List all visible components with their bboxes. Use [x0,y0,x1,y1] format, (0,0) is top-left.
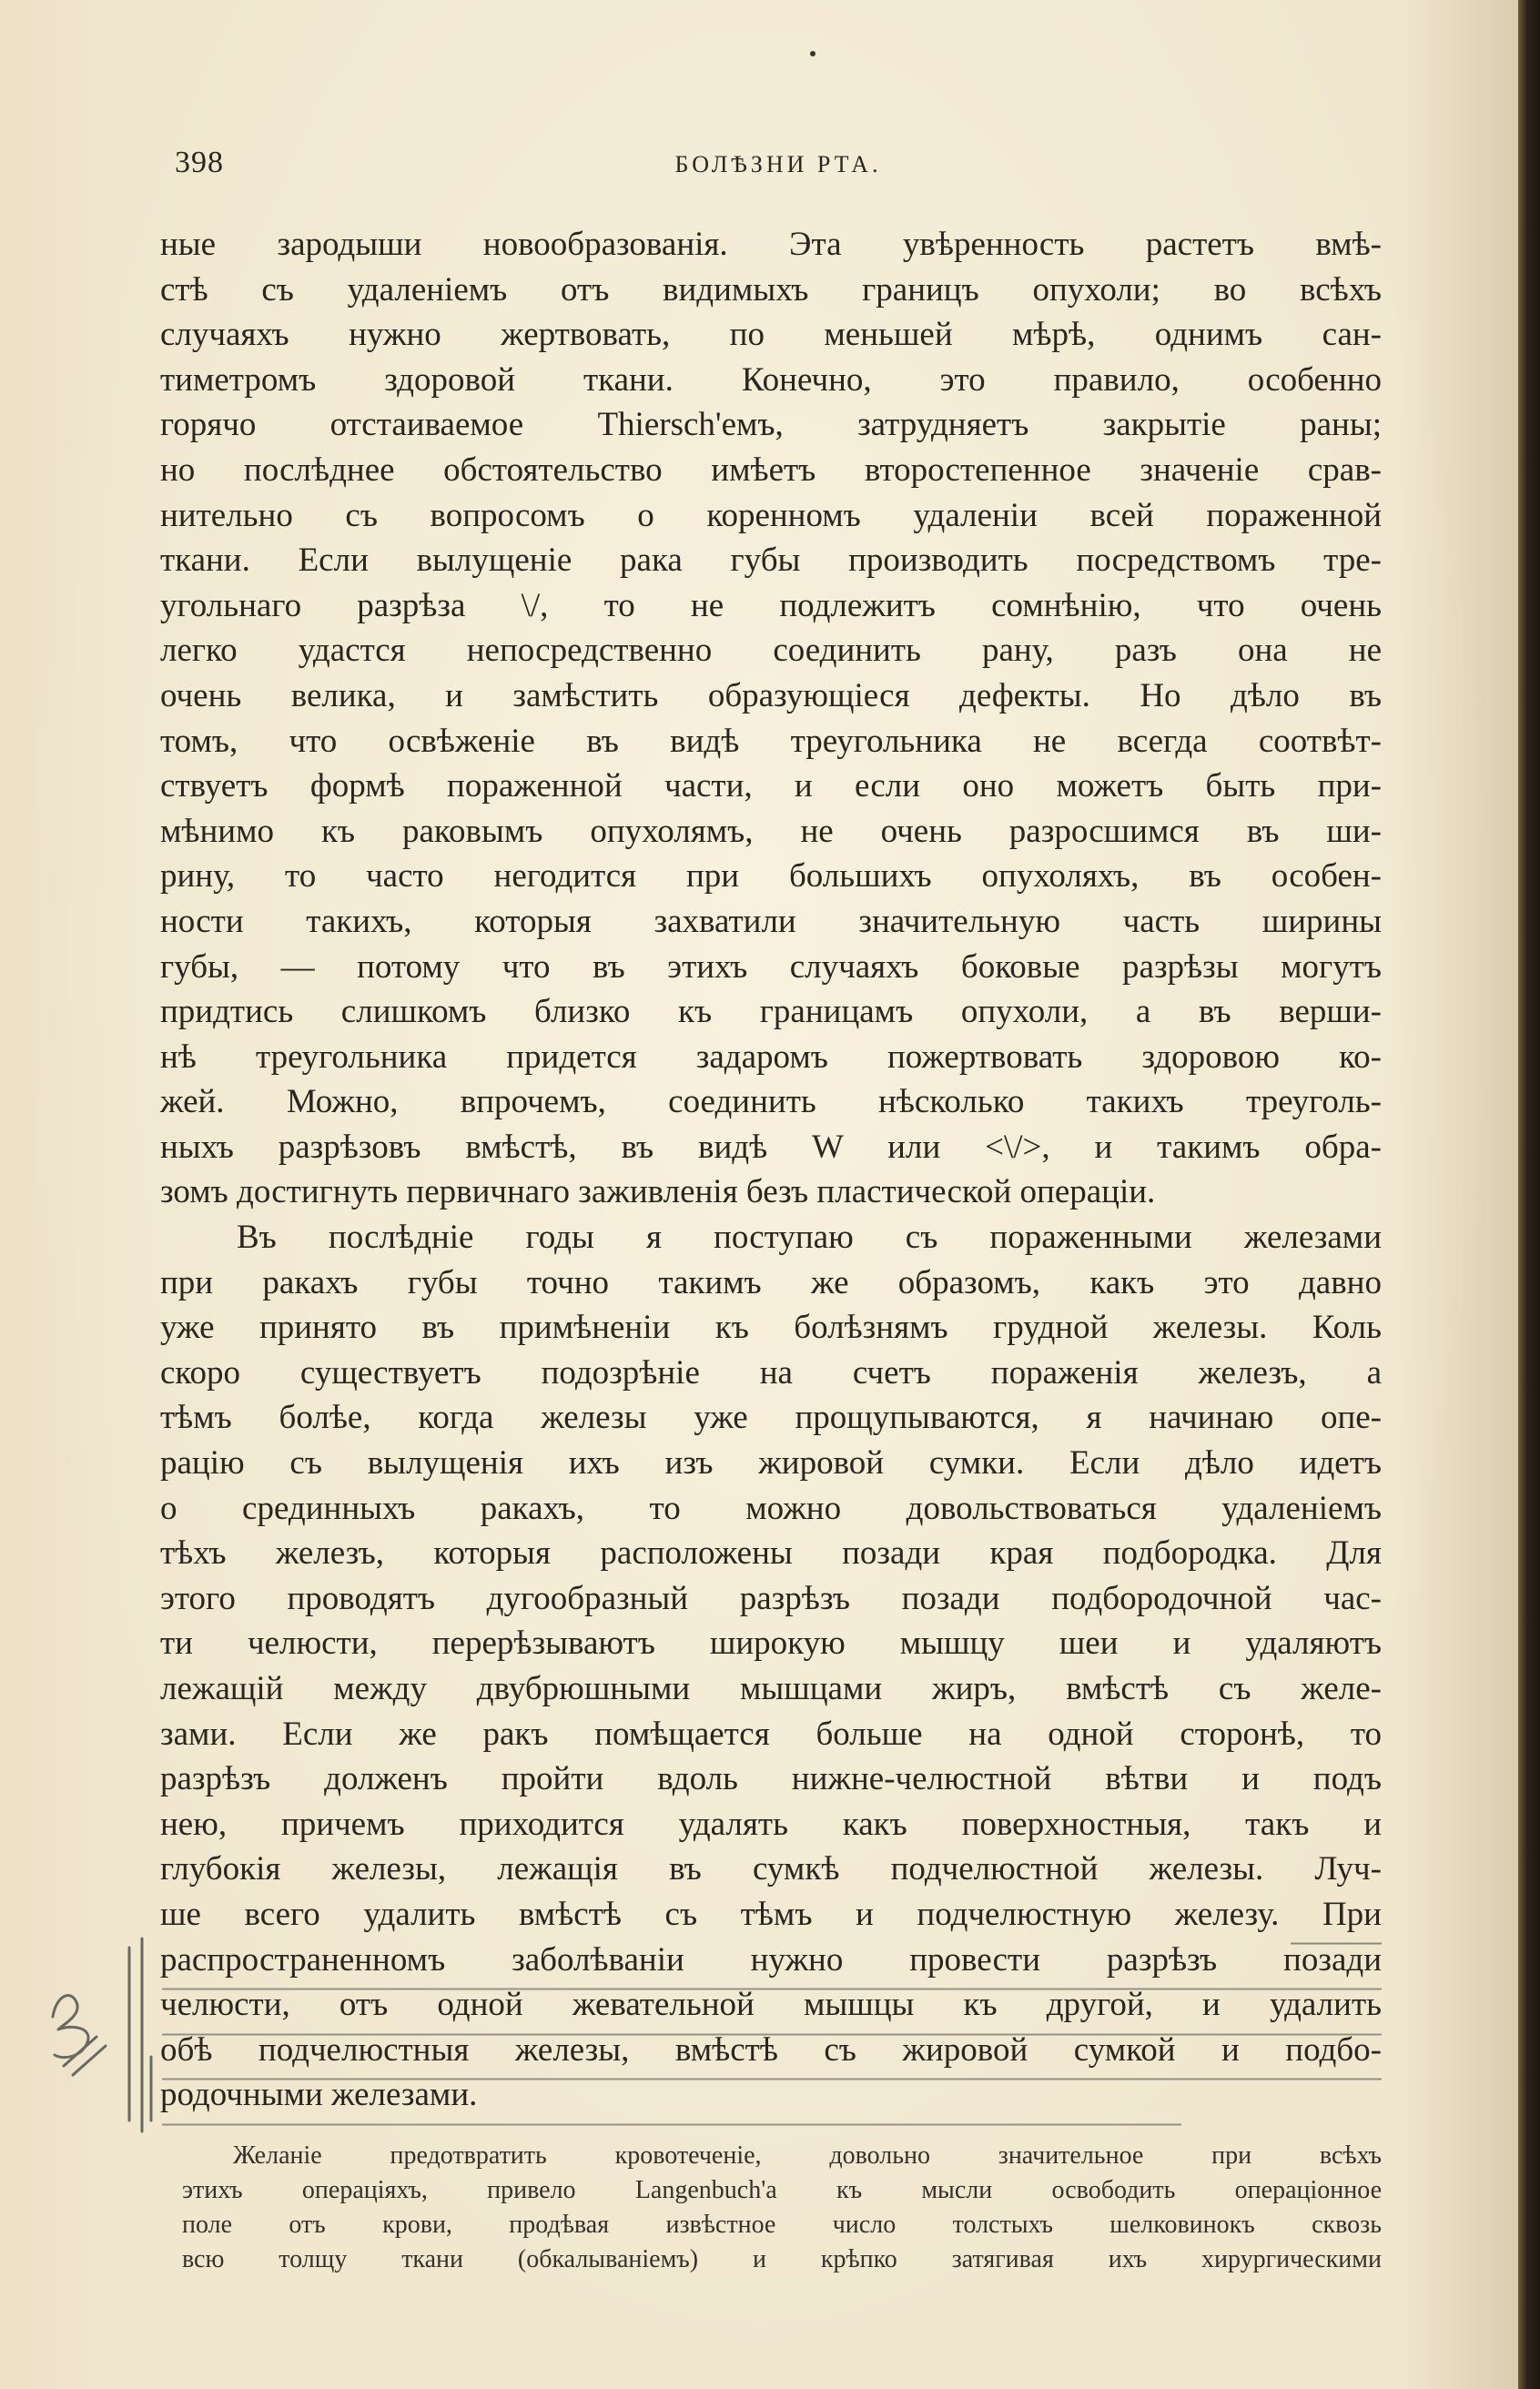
text-line: глубокія железы, лежащія въ сумкѣ подчелюстной железы. Луч- [160,1850,1382,1888]
text-line: легко удастся непосредственно соединить рану, разъ она не [160,632,1382,670]
text-line: рацію съ вылущенія ихъ изъ жировой сумки. Если дѣло идетъ [160,1444,1382,1483]
text-line: жей. Можно, впрочемъ, соединить нѣсколько такихъ треуголь- [160,1083,1382,1121]
footnote-line: всю толщу ткани (обкалываніемъ) и крѣпко затягивая ихъ хирургическими [182,2245,1382,2273]
text-line: стѣ съ удаленіемъ отъ видимыхъ границъ опухоли; во всѣхъ [160,270,1382,309]
pencil-mark-slash [73,2046,106,2075]
text-line: лежащій между двубрюшными мышцами жиръ, вмѣстѣ съ желе- [160,1670,1382,1707]
text-line: но послѣднее обстоятельство имѣетъ второстепенное значеніе срав- [160,450,1382,489]
text-line: ности такихъ, которыя захватили значительную часть ширины [160,902,1382,940]
text-line: ствуетъ формѣ пораженной части, и если оно можетъ быть при- [160,767,1382,805]
pencil-underline [162,1988,1382,1990]
text-line: ныхъ разрѣзовъ вмѣстѣ, въ видѣ W или <\/>, и такимъ обра- [160,1128,1382,1166]
paragraph-start-line: Въ послѣдніе годы я поступаю съ пораженными железами [237,1219,1382,1257]
text-line: угольнаго разрѣза \/, то не подлежитъ сомнѣнію, что очень [160,586,1382,624]
page-number: 398 [175,146,224,179]
text-line: рину, то часто негодится при большихъ опухоляхъ, въ особен- [160,857,1382,896]
book-binding-edge [1518,0,1540,2389]
text-line: нѣ треугольника придется задаромъ пожертвовать здоровою ко- [160,1038,1382,1076]
text-line: мѣнимо къ раковымъ опухолямъ, не очень разросшимся въ ши- [160,812,1382,850]
body-text [160,222,1382,2118]
text-line: обѣ подчелюстныя железы, вмѣстѣ съ жировой сумкой и подбо- [160,2030,1382,2069]
text-line: родочными железами. [160,2076,478,2114]
text-line: уже принято въ примѣненіи къ болѣзнямъ грудной железы. Коль [160,1309,1382,1347]
pencil-underline [162,2123,1382,2126]
pencil-underline [162,1942,1382,1945]
text-line: придтись слишкомъ близко къ границамъ опухоли, а въ верши- [160,993,1382,1031]
text-line: нею, причемъ приходится удалять какъ поверхностныя, такъ и [160,1805,1382,1843]
ink-dot [810,51,816,56]
page-header [175,146,1382,191]
text-line: ти челюсти, перерѣзываютъ широкую мышцу шеи и удаляютъ [160,1625,1382,1663]
footnote [182,2139,1382,2277]
text-line: о срединныхъ ракахъ, то можно довольствоваться удаленіемъ [160,1489,1382,1527]
text-line: тѣмъ болѣе, когда железы уже прощупываются, я начинаю опе- [160,1399,1382,1437]
text-line: этого проводятъ дугообразный разрѣзъ позади подбородочной час- [160,1579,1382,1617]
text-line: губы, — потому что въ этихъ случаяхъ боковые разрѣзы могутъ [160,947,1382,986]
text-line: челюсти, отъ одной жевательной мышцы къ другой, и удалить [160,1986,1382,2024]
text-line: нительно съ вопросомъ о коренномъ удаленіи всей пораженной [160,496,1382,534]
pencil-mark-slash [64,2037,96,2066]
text-line: очень велика, и замѣстить образующіеся дефекты. Но дѣло въ [160,676,1382,714]
text-line: тѣхъ железъ, которыя расположены позади края подбородка. Для [160,1534,1382,1573]
text-line: ные зародыши новообразованія. Эта увѣренность растетъ вмѣ- [160,226,1382,263]
text-line: распространенномъ заболѣваніи нужно провести разрѣзъ позади [160,1940,1382,1979]
text-line: при ракахъ губы точно такимъ же образомъ, какъ это давно [160,1263,1382,1301]
text-line: тиметромъ здоровой ткани. Конечно, это правило, особенно [160,360,1382,399]
text-line: разрѣзъ долженъ пройти вдоль нижне-челюстной вѣтви и подъ [160,1760,1382,1798]
text-line: ткани. Если вылущеніе рака губы производить посредствомъ тре- [160,542,1382,580]
text-line: зомъ достигнуть первичнаго заживленія безъ пластической операціи. [160,1173,1156,1211]
text-line: зами. Если же ракъ помѣщается больше на одной сторонѣ, то [160,1715,1382,1753]
pencil-underline [162,2078,1382,2080]
text-line: скоро существуетъ подозрѣніе на счетъ пораженія железъ, а [160,1353,1382,1392]
footnote-line: Желаніе предотвратить кровотеченіе, довольно значительное при всѣхъ [233,2141,1382,2170]
text-line: случаяхъ нужно жертвовать, по меньшей мѣрѣ, однимъ сан- [160,316,1382,354]
pencil-annotation [36,1929,182,2148]
text-line: ше всего удалить вмѣстѣ съ тѣмъ и подчелюстную железу. При [160,1895,1382,1933]
text-line: горячо отстаиваемое Thiersch'емъ, затрудняетъ закрытіе раны; [160,406,1382,444]
pencil-underline [162,2033,1382,2036]
text-line: томъ, что освѣженіе въ видѣ треугольника не всегда соотвѣт- [160,722,1382,760]
footnote-line: поле отъ крови, продѣвая извѣстное число толстыхъ шелковинокъ сквозь [182,2211,1382,2239]
footnote-line: этихъ операціяхъ, привело Langenbuch'а къ мысли освободить операціонное [182,2176,1382,2204]
running-head: БОЛѢЗНИ РТА. [674,151,882,177]
